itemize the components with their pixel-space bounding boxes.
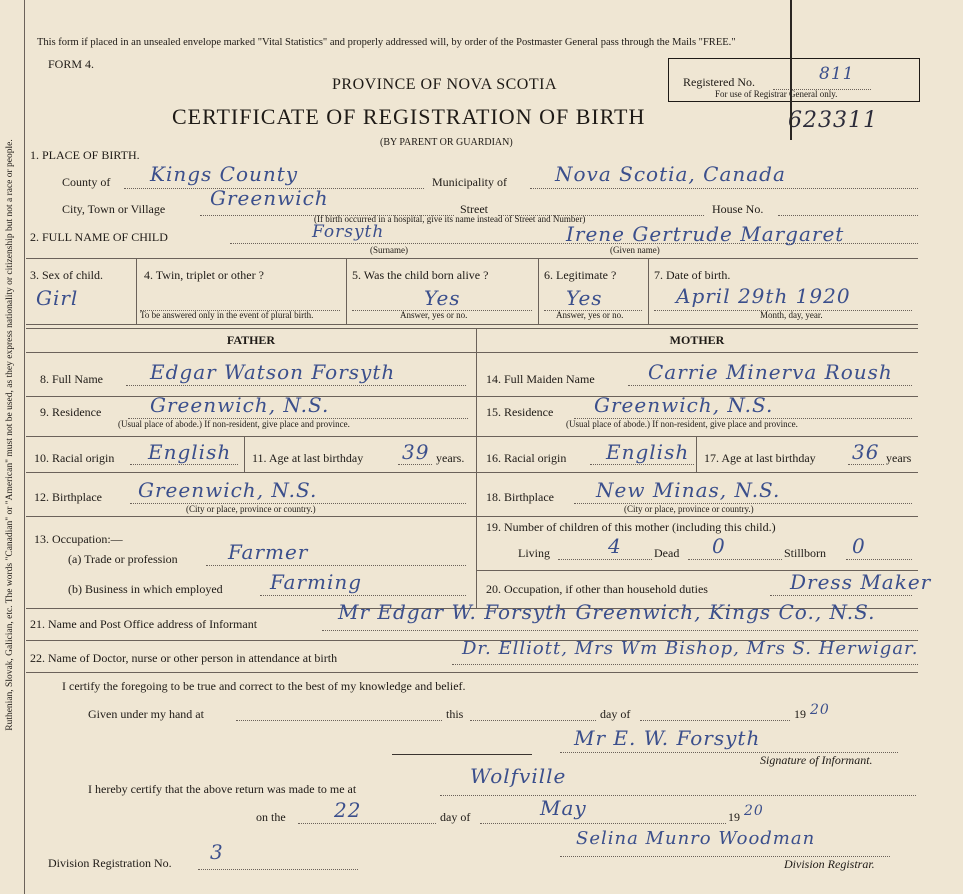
dob-note: Month, day, year. bbox=[760, 310, 823, 320]
father-age-label: 11. Age at last birthday bbox=[252, 451, 364, 465]
dob-value: April 29th 1920 bbox=[676, 284, 851, 308]
mother-dead-label: Dead bbox=[654, 546, 680, 560]
registration-year-value: 20 bbox=[744, 803, 764, 819]
side-divider bbox=[24, 0, 25, 894]
mother-birthplace-value: New Minas, N.S. bbox=[596, 478, 781, 502]
father-residence-label: 9. Residence bbox=[40, 405, 102, 419]
side-note: Ruthenian, Slovak, Galician, etc. The words "Canadian" or "American" must not be used, as they express nationality or citizenship but not a race or people. bbox=[5, 139, 15, 731]
registration-place: Wolfville bbox=[470, 764, 567, 788]
day-of-label: day of bbox=[600, 707, 631, 721]
father-trade-value: Farmer bbox=[228, 540, 309, 564]
mother-name-label: 14. Full Maiden Name bbox=[486, 372, 595, 386]
alive-value: Yes bbox=[424, 286, 461, 310]
sex-label: 3. Sex of child. bbox=[30, 268, 103, 282]
mother-header: MOTHER bbox=[669, 333, 725, 347]
mother-stillborn-value: 0 bbox=[852, 534, 866, 558]
twin-label: 4. Twin, triplet or other ? bbox=[144, 268, 264, 282]
twin-note: To be answered only in the event of plural birth. bbox=[140, 310, 314, 320]
mother-residence-label: 15. Residence bbox=[486, 405, 554, 419]
given-under-label: Given under my hand at bbox=[88, 707, 204, 721]
registrar-text: I hereby certify that the above return was made to me at bbox=[88, 782, 357, 796]
place-of-birth-heading: 1. PLACE OF BIRTH. bbox=[30, 148, 140, 162]
father-birthplace-note: (City or place, province or country.) bbox=[186, 504, 316, 514]
given-name-note: (Given name) bbox=[610, 245, 660, 255]
legitimate-note: Answer, yes or no. bbox=[556, 310, 624, 320]
division-registration-label: Division Registration No. bbox=[48, 856, 172, 870]
father-age-years: years. bbox=[436, 451, 465, 465]
form-number: FORM 4. bbox=[48, 57, 95, 71]
child-name-label: 2. FULL NAME OF CHILD bbox=[30, 230, 168, 244]
doctor-value: Dr. Elliott, Mrs Wm Bishop, Mrs S. Herwigar. bbox=[462, 638, 919, 659]
registered-box bbox=[668, 58, 920, 102]
father-residence-note: (Usual place of abode.) If non-resident, give place and province. bbox=[118, 419, 350, 429]
street-label: Street bbox=[460, 202, 488, 216]
surname-note: (Surname) bbox=[370, 245, 408, 255]
father-header: FATHER bbox=[226, 333, 276, 347]
informant-signature-label: Signature of Informant. bbox=[760, 753, 873, 767]
registration-day-of-label: day of bbox=[440, 810, 471, 824]
mother-age-years: years bbox=[886, 451, 912, 465]
this-label: this bbox=[446, 707, 464, 721]
mother-dead-value: 0 bbox=[712, 534, 726, 558]
county-label: County of bbox=[62, 175, 111, 189]
child-surname: Forsyth bbox=[312, 222, 385, 242]
mother-age-label: 17. Age at last birthday bbox=[704, 451, 816, 465]
city-value: Greenwich bbox=[210, 186, 329, 210]
mother-age-value: 36 bbox=[852, 440, 880, 464]
legitimate-label: 6. Legitimate ? bbox=[544, 268, 617, 282]
house-label: House No. bbox=[712, 202, 764, 216]
informant-value: Mr Edgar W. Forsyth Greenwich, Kings Co., N.S. bbox=[338, 600, 876, 624]
doctor-label: 22. Name of Doctor, nurse or other person in attendance at birth bbox=[30, 651, 338, 665]
registration-month: May bbox=[540, 796, 587, 820]
mother-racial-label: 16. Racial origin bbox=[486, 451, 567, 465]
province: PROVINCE OF NOVA SCOTIA bbox=[332, 76, 558, 93]
alive-note: Answer, yes or no. bbox=[400, 310, 468, 320]
mother-birthplace-note: (City or place, province or country.) bbox=[624, 504, 754, 514]
top-notice: This form if placed in an unsealed envelope marked "Vital Statistics" and properly addressed will, by order of the Postmaster General pass through the Mails "FREE." bbox=[37, 37, 736, 48]
on-the-label: on the bbox=[256, 810, 286, 824]
mother-children-label: 19. Number of children of this mother (including this child.) bbox=[486, 520, 776, 534]
county-value: Kings County bbox=[150, 162, 299, 186]
mother-occupation-label: 20. Occupation, if other than household duties bbox=[486, 582, 708, 596]
hospital-note: (If birth occurred in a hospital, give its name instead of Street and Number) bbox=[314, 214, 586, 224]
registrar-signature: Selina Munro Woodman bbox=[576, 828, 816, 849]
father-name-label: 8. Full Name bbox=[40, 372, 103, 386]
page-title: CERTIFICATE OF REGISTRATION OF BIRTH bbox=[172, 104, 646, 129]
registrar-signature-label: Division Registrar. bbox=[784, 857, 875, 871]
cert-year-prefix: 19 bbox=[794, 707, 806, 721]
city-label: City, Town or Village bbox=[62, 202, 166, 216]
mother-living-value: 4 bbox=[608, 534, 622, 558]
registered-value: 811 bbox=[819, 64, 855, 84]
father-age-value: 39 bbox=[402, 440, 430, 464]
mother-stillborn-label: Stillborn bbox=[784, 546, 827, 560]
division-registration-value: 3 bbox=[210, 840, 224, 864]
father-birthplace-label: 12. Birthplace bbox=[34, 490, 102, 504]
cert-year-value: 20 bbox=[810, 702, 830, 718]
registered-label: Registered No. bbox=[683, 75, 755, 89]
mother-living-label: Living bbox=[518, 546, 550, 560]
father-name-value: Edgar Watson Forsyth bbox=[150, 360, 396, 384]
mother-racial-value: English bbox=[606, 440, 690, 464]
father-racial-value: English bbox=[148, 440, 232, 464]
mother-residence-value: Greenwich, N.S. bbox=[594, 393, 774, 417]
municipality-value: Nova Scotia, Canada bbox=[555, 162, 786, 186]
legitimate-value: Yes bbox=[566, 286, 603, 310]
father-trade-label: (a) Trade or profession bbox=[68, 552, 178, 566]
father-business-value: Farming bbox=[270, 570, 363, 594]
sex-value: Girl bbox=[36, 286, 79, 310]
certify-text: I certify the foregoing to be true and correct to the best of my knowledge and belief. bbox=[62, 679, 466, 693]
father-residence-value: Greenwich, N.S. bbox=[150, 393, 330, 417]
registration-year-prefix: 19 bbox=[728, 810, 740, 824]
mother-residence-note: (Usual place of abode.) If non-resident, give place and province. bbox=[566, 419, 798, 429]
subtitle: (BY PARENT OR GUARDIAN) bbox=[380, 137, 513, 148]
informant-label: 21. Name and Post Office address of Informant bbox=[30, 617, 258, 631]
mother-occupation-value: Dress Maker bbox=[790, 570, 932, 594]
father-occupation-label: 13. Occupation:— bbox=[34, 532, 123, 546]
mother-name-value: Carrie Minerva Roush bbox=[648, 360, 893, 384]
municipality-label: Municipality of bbox=[432, 175, 507, 189]
mother-birthplace-label: 18. Birthplace bbox=[486, 490, 554, 504]
alive-label: 5. Was the child born alive ? bbox=[352, 268, 489, 282]
dob-label: 7. Date of birth. bbox=[654, 268, 731, 282]
father-business-label: (b) Business in which employed bbox=[68, 582, 223, 596]
child-given-name: Irene Gertrude Margaret bbox=[566, 222, 845, 246]
certificate-number: 623311 bbox=[788, 108, 878, 133]
father-birthplace-value: Greenwich, N.S. bbox=[138, 478, 318, 502]
father-racial-label: 10. Racial origin bbox=[34, 451, 115, 465]
registered-note: For use of Registrar General only. bbox=[715, 89, 838, 99]
registration-day: 22 bbox=[334, 798, 362, 822]
informant-signature: Mr E. W. Forsyth bbox=[574, 726, 761, 750]
